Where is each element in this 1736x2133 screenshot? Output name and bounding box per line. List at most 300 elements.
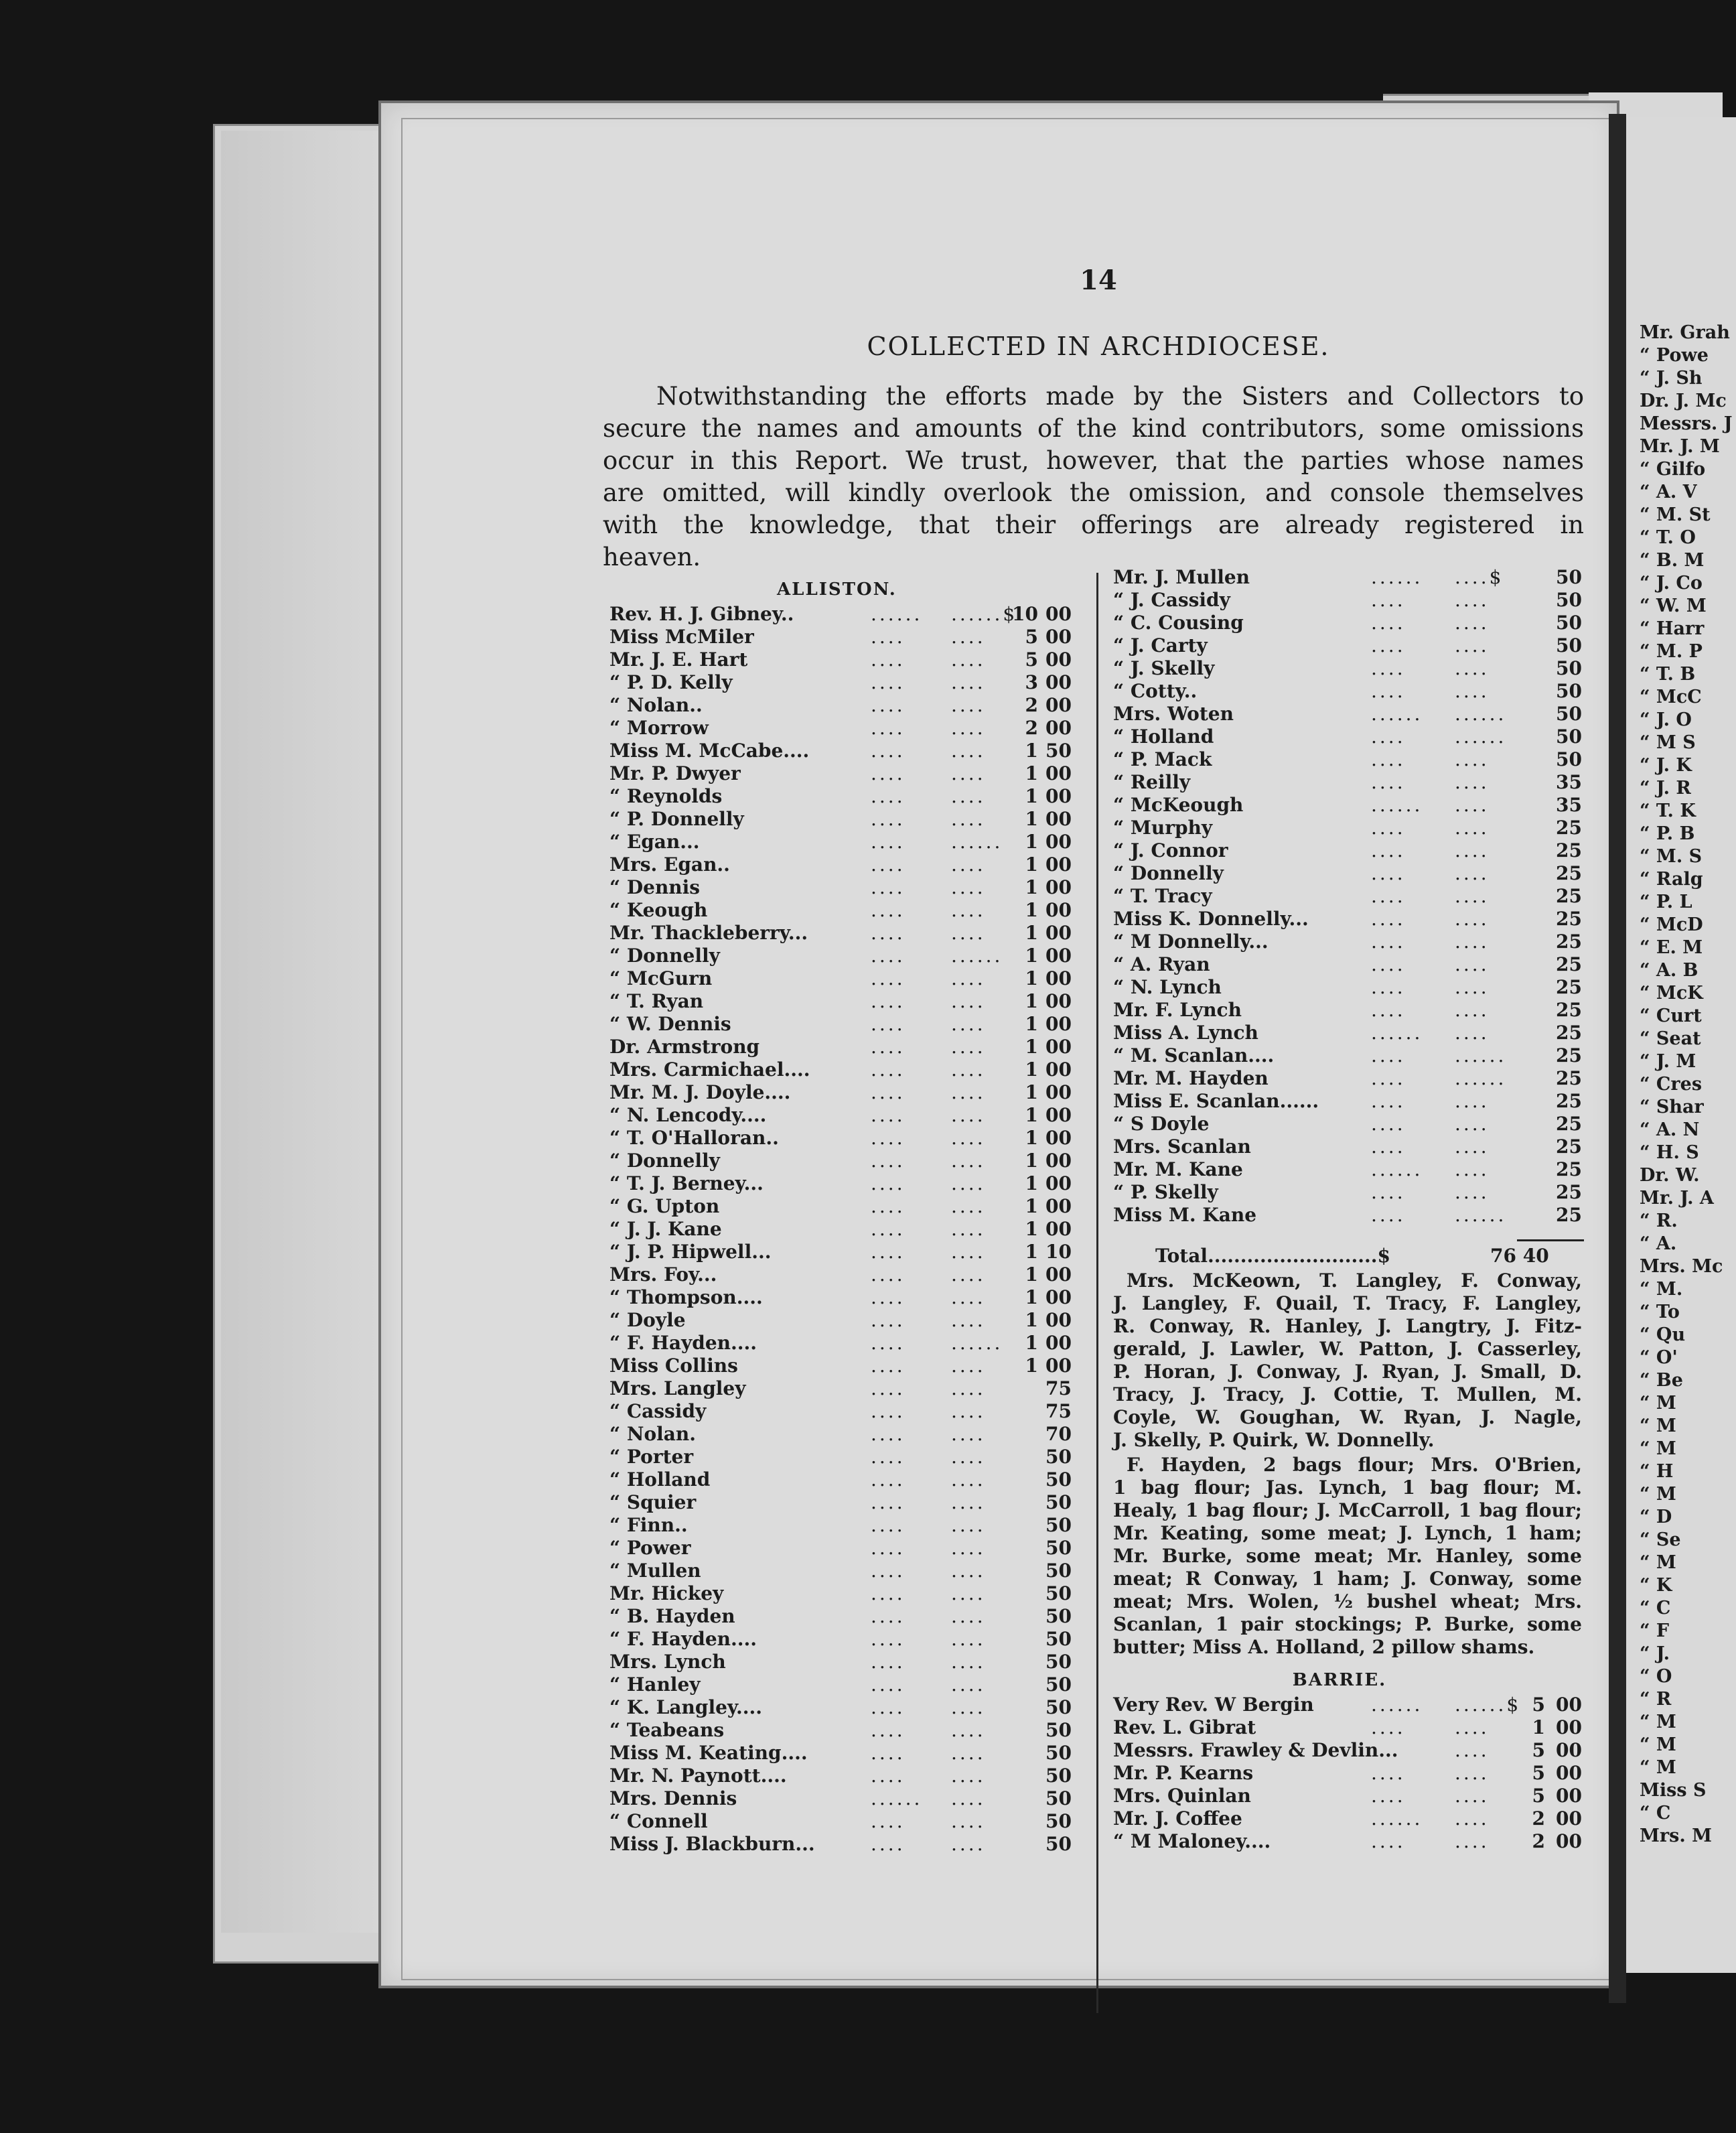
- leader-dots: ....: [951, 853, 986, 876]
- leader-dots: ....: [871, 853, 906, 876]
- table-row: [609, 945, 1092, 967]
- amount-cents: 75: [1045, 1377, 1072, 1399]
- contributor-name: Miss E. Scanlan......: [1113, 1090, 1319, 1112]
- leader-dots: ....: [871, 1582, 906, 1604]
- amount-cents: 00: [1045, 876, 1072, 898]
- table-row: [609, 1377, 1092, 1400]
- names-line: P. Horan, J. Conway, J. Ryan, J. Small, D.: [1113, 1361, 1582, 1383]
- leader-dots: ......: [871, 603, 923, 625]
- amount-dollars: 10: [1012, 603, 1038, 625]
- leader-dots: ....: [951, 1651, 986, 1673]
- leader-dots: ......$: [951, 603, 1018, 625]
- leader-dots: ....: [951, 990, 986, 1012]
- amount-cents: 00: [1045, 1127, 1072, 1149]
- amount-cents: 00: [1045, 1263, 1072, 1286]
- table-row: [1113, 680, 1589, 703]
- table-row: [609, 1491, 1092, 1514]
- contributor-name: “ P. Mack: [1113, 748, 1212, 770]
- table-row: [1113, 1762, 1589, 1785]
- leader-dots: ....: [871, 1172, 906, 1194]
- amount-cents: 00: [1045, 853, 1072, 876]
- table-row: [609, 1286, 1092, 1309]
- amount-cents: 00: [1045, 1172, 1072, 1194]
- contributor-name: “ Holland: [609, 1468, 711, 1491]
- amount-cents: 50: [1045, 1446, 1072, 1468]
- leader-dots: ......: [1371, 794, 1423, 816]
- leader-dots: ....: [871, 1309, 906, 1331]
- contributor-name: “ N. Lencody....: [609, 1104, 767, 1126]
- leader-dots: ....: [1371, 657, 1406, 679]
- amount-cents: 00: [1045, 1081, 1072, 1103]
- next-page-line: “ Shar: [1640, 1097, 1704, 1117]
- leader-dots: ....: [1371, 589, 1406, 611]
- back-page-shadow: [221, 131, 388, 1933]
- leader-dots: ....: [1371, 1136, 1406, 1158]
- table-row: [1113, 1807, 1589, 1830]
- leader-dots: ....: [871, 1263, 906, 1286]
- next-page-line: “ R: [1640, 1689, 1672, 1710]
- table-row: [609, 967, 1092, 990]
- amount-cents: 25: [1556, 1136, 1582, 1158]
- amount-cents: 00: [1045, 831, 1072, 853]
- leader-dots: ....: [951, 876, 986, 898]
- leader-dots: ....: [951, 1582, 986, 1604]
- contributor-name: Miss McMiler: [609, 626, 754, 648]
- intro-paragraph: [603, 381, 1584, 573]
- goods-line: Mr. Keating, some meat; J. Lynch, 1 ham;: [1113, 1522, 1582, 1544]
- contributor-name: “ M Donnelly...: [1113, 931, 1269, 953]
- leader-dots: ....: [871, 1810, 906, 1832]
- next-page-line: “ Ralg: [1640, 869, 1703, 890]
- leader-dots: ....: [871, 626, 906, 648]
- amount-cents: 50: [1045, 1787, 1072, 1809]
- book-gutter: [1609, 114, 1626, 2003]
- leader-dots: ......: [951, 1332, 1003, 1354]
- intro-line: heaven.: [603, 543, 701, 571]
- next-page-line: “ E. M: [1640, 937, 1703, 958]
- contributor-name: Mr. M. Hayden: [1113, 1067, 1269, 1089]
- contributor-name: Mrs. Woten: [1113, 703, 1234, 725]
- leader-dots: ....: [871, 808, 906, 830]
- table-row: [609, 922, 1092, 945]
- table-row: [1113, 703, 1589, 726]
- leader-dots: ....: [1371, 999, 1406, 1021]
- barrie-list: [1113, 1694, 1589, 1853]
- leader-dots: ....: [1455, 794, 1490, 816]
- next-page-line: “ J.: [1640, 1643, 1670, 1664]
- table-row: [609, 1651, 1092, 1673]
- intro-line: are omitted, will kindly overlook the omission, and console themselves: [603, 478, 1584, 507]
- leader-dots: ....: [871, 785, 906, 807]
- contributor-name: “ Keough: [609, 899, 708, 921]
- amount-cents: 00: [1045, 1104, 1072, 1126]
- contributor-name: “ N. Lynch: [1113, 976, 1222, 998]
- contributor-name: “ J. Carty: [1113, 634, 1208, 657]
- table-row: [609, 762, 1092, 785]
- contributor-name: Miss M. Keating....: [609, 1742, 808, 1764]
- contributor-name: “ J. J. Kane: [609, 1218, 722, 1240]
- table-row: [609, 808, 1092, 831]
- next-page-line: “ Seat: [1640, 1028, 1701, 1049]
- leader-dots: ....: [871, 1673, 906, 1696]
- contributor-name: “ F. Hayden....: [609, 1628, 757, 1650]
- table-row: [609, 648, 1092, 671]
- table-row: [1113, 1716, 1589, 1739]
- leader-dots: ....: [1371, 726, 1406, 748]
- next-page-line: “ Curt: [1640, 1006, 1702, 1026]
- contributor-name: “ P. Donnelly: [609, 808, 744, 830]
- amount-cents: 00: [1045, 1286, 1072, 1308]
- next-page-line: Mr. Grah: [1640, 322, 1730, 343]
- table-row: [1113, 1090, 1589, 1113]
- leader-dots: ....: [951, 1081, 986, 1103]
- contributor-name: Mrs. Scanlan: [1113, 1136, 1251, 1158]
- amount-dollars: 3: [1025, 671, 1038, 693]
- amount-cents: 00: [1045, 1332, 1072, 1354]
- contributor-name: Miss A. Lynch: [1113, 1022, 1258, 1044]
- next-page-line: “ P. B: [1640, 823, 1695, 844]
- names-line: Tracy, J. Tracy, J. Cottie, T. Mullen, M.: [1113, 1383, 1582, 1405]
- contributor-name: Mr. J. Coffee: [1113, 1807, 1242, 1830]
- leader-dots: ....: [1371, 976, 1406, 998]
- leader-dots: ....: [1455, 976, 1490, 998]
- leader-dots: ....: [1371, 748, 1406, 770]
- table-row: [609, 1810, 1092, 1833]
- amount-cents: 00: [1045, 785, 1072, 807]
- next-page-line: “ McK: [1640, 983, 1703, 1004]
- table-row: [1113, 1830, 1589, 1853]
- names-line: Mrs. McKeown, T. Langley, F. Conway,: [1127, 1269, 1582, 1292]
- leader-dots: ....: [1455, 1739, 1490, 1761]
- amount-cents: 50: [1045, 1582, 1072, 1604]
- leader-dots: ....: [871, 967, 906, 989]
- next-page-line: Dr. J. Mc: [1640, 391, 1727, 411]
- leader-dots: ......: [1371, 1807, 1423, 1830]
- table-row: [609, 626, 1092, 648]
- amount-cents: 00: [1045, 1195, 1072, 1217]
- leader-dots: ....: [1371, 612, 1406, 634]
- contributor-name: “ A. Ryan: [1113, 953, 1210, 975]
- next-page-line: “ Se: [1640, 1529, 1681, 1550]
- amount-cents: 00: [1045, 717, 1072, 739]
- leader-dots: ....: [871, 922, 906, 944]
- table-row: [1113, 1113, 1589, 1136]
- leader-dots: ......: [951, 945, 1003, 967]
- table-row: [1113, 1022, 1589, 1044]
- next-page-line: “ Powe: [1640, 345, 1709, 366]
- contributor-name: Rev. H. J. Gibney..: [609, 603, 794, 625]
- leader-dots: ......: [1455, 1067, 1507, 1089]
- leader-dots: ....: [951, 1468, 986, 1491]
- leader-dots: ......: [1371, 1158, 1423, 1180]
- amount-cents: 25: [1556, 839, 1582, 862]
- leader-dots: ......: [1455, 726, 1507, 748]
- leader-dots: ....: [871, 1446, 906, 1468]
- leader-dots: ....: [951, 1423, 986, 1445]
- amount-dollars: 1: [1025, 808, 1038, 830]
- table-row: [609, 1582, 1092, 1605]
- contributor-name: Very Rev. W Bergin: [1113, 1694, 1314, 1716]
- next-page-line: “ F: [1640, 1621, 1670, 1641]
- leader-dots: ....: [871, 1560, 906, 1582]
- leader-dots: ....: [1455, 589, 1490, 611]
- amount-cents: 50: [1045, 1833, 1072, 1855]
- table-row: [1113, 612, 1589, 634]
- amount-dollars: 1: [1025, 1218, 1038, 1240]
- leader-dots: ....: [951, 1172, 986, 1194]
- leader-dots: ....: [951, 1036, 986, 1058]
- contributor-name: “ G. Upton: [609, 1195, 720, 1217]
- leader-dots: ....: [951, 1605, 986, 1627]
- leader-dots: ....: [951, 1514, 986, 1536]
- leader-dots: ......: [1371, 1022, 1423, 1044]
- next-page-line: “ M: [1640, 1552, 1676, 1573]
- amount-cents: 50: [1556, 657, 1582, 679]
- contributor-name: “ Nolan..: [609, 694, 703, 716]
- leader-dots: ....: [871, 1696, 906, 1718]
- contributor-name: Rev. L. Gibrat: [1113, 1716, 1256, 1738]
- table-row: [609, 1218, 1092, 1241]
- table-row: [609, 1833, 1092, 1856]
- amount-dollars: 1: [1025, 1058, 1038, 1081]
- leader-dots: ......: [1371, 1694, 1423, 1716]
- contributor-name: “ T. Tracy: [1113, 885, 1212, 907]
- amount-dollars: 1: [1025, 876, 1038, 898]
- amount-cents: 00: [1045, 1058, 1072, 1081]
- contributor-name: “ F. Hayden....: [609, 1332, 757, 1354]
- table-row: [1113, 634, 1589, 657]
- amount-cents: 00: [1045, 626, 1072, 648]
- leader-dots: ....: [951, 1673, 986, 1696]
- next-page-line: Dr. W.: [1640, 1165, 1700, 1186]
- table-row: [1113, 953, 1589, 976]
- amount-cents: 25: [1556, 976, 1582, 998]
- leader-dots: ....: [871, 717, 906, 739]
- leader-dots: ....: [871, 1377, 906, 1399]
- table-row: [1113, 885, 1589, 908]
- amount-cents: 50: [1045, 1765, 1072, 1787]
- leader-dots: ....: [951, 1377, 986, 1399]
- next-page-line: “ M: [1640, 1438, 1676, 1459]
- page-title: COLLECTED IN ARCHDIOCESE.: [867, 332, 1330, 361]
- leader-dots: ....: [871, 1081, 906, 1103]
- contributor-name: Mrs. Dennis: [609, 1787, 737, 1809]
- amount-cents: 00: [1045, 899, 1072, 921]
- leader-dots: ....: [951, 1446, 986, 1468]
- next-page-line: “ K: [1640, 1575, 1672, 1596]
- names-line: J. Langley, F. Quail, T. Tracy, F. Langley,: [1113, 1292, 1582, 1314]
- contributor-name: “ Holland: [1113, 726, 1214, 748]
- leader-dots: ....: [871, 1127, 906, 1149]
- amount-dollars: 1: [1025, 1286, 1038, 1308]
- amount-cents: 25: [1556, 1181, 1582, 1203]
- amount-cents: 00: [1045, 694, 1072, 716]
- leader-dots: ....: [951, 1491, 986, 1513]
- contributor-name: Mr. N. Paynott....: [609, 1765, 787, 1787]
- contributor-name: “ J. P. Hipwell...: [609, 1241, 772, 1263]
- table-row: [609, 1241, 1092, 1263]
- leader-dots: ....: [871, 1195, 906, 1217]
- amount-cents: 00: [1045, 808, 1072, 830]
- table-row: [1113, 771, 1589, 794]
- contributor-name: “ Donnelly: [609, 945, 720, 967]
- amount-dollars: 1: [1025, 1355, 1038, 1377]
- leader-dots: ....: [871, 1468, 906, 1491]
- leader-dots: ....: [871, 1719, 906, 1741]
- leader-dots: ......: [1455, 703, 1507, 725]
- leader-dots: ....: [1371, 1044, 1406, 1066]
- table-row: [609, 1332, 1092, 1355]
- leader-dots: ....: [1371, 1181, 1406, 1203]
- amount-dollars: 1: [1025, 1127, 1038, 1149]
- table-row: [609, 1081, 1092, 1104]
- contributor-name: “ Dennis: [609, 876, 701, 898]
- amount-cents: 25: [1556, 1067, 1582, 1089]
- amount-cents: 50: [1556, 726, 1582, 748]
- leader-dots: ....: [1455, 680, 1490, 702]
- contributor-name: “ S Doyle: [1113, 1113, 1210, 1135]
- table-row: [1113, 1181, 1589, 1204]
- leader-dots: ....: [1455, 1716, 1490, 1738]
- leader-dots: ....: [951, 694, 986, 716]
- next-page-fragment: [1626, 117, 1736, 1973]
- leader-dots: ....: [1371, 839, 1406, 862]
- table-row: [609, 1719, 1092, 1742]
- table-row: [1113, 1067, 1589, 1090]
- leader-dots: ....: [951, 899, 986, 921]
- contributor-name: Mr. Hickey: [609, 1582, 724, 1604]
- leader-dots: ....: [1371, 1113, 1406, 1135]
- section-heading-alliston: ALLISTON.: [777, 579, 897, 600]
- next-page-line: Mrs. Mc: [1640, 1256, 1723, 1277]
- table-row: [1113, 908, 1589, 931]
- amount-cents: 35: [1556, 794, 1582, 816]
- amount-cents: 25: [1556, 1090, 1582, 1112]
- leader-dots: ....: [1371, 1785, 1406, 1807]
- leader-dots: ....: [1455, 839, 1490, 862]
- table-row: [609, 740, 1092, 762]
- names-line: R. Conway, R. Hanley, J. Langtry, J. Fitz-: [1113, 1315, 1582, 1337]
- contributor-name: “ B. Hayden: [609, 1605, 735, 1627]
- amount-dollars: 1: [1025, 785, 1038, 807]
- next-page-line: “ M.: [1640, 1279, 1683, 1300]
- amount-cents: 00: [1045, 648, 1072, 671]
- table-row: [609, 1172, 1092, 1195]
- table-row: [609, 1742, 1092, 1765]
- next-page-line: “ W. M: [1640, 596, 1707, 616]
- amount-dollars: 1: [1025, 1309, 1038, 1331]
- next-page-line: “ C: [1640, 1598, 1671, 1619]
- amount-dollars: 5: [1532, 1739, 1545, 1761]
- leader-dots: ......: [1455, 1044, 1507, 1066]
- leader-dots: ....: [951, 785, 986, 807]
- leader-dots: ....: [951, 1628, 986, 1650]
- leader-dots: ....: [951, 1013, 986, 1035]
- table-row: [1113, 1739, 1589, 1762]
- table-row: [1113, 1044, 1589, 1067]
- leader-dots: ....: [871, 899, 906, 921]
- contributor-name: Mrs. Langley: [609, 1377, 746, 1399]
- leader-dots: ....: [871, 1400, 906, 1422]
- table-row: [1113, 748, 1589, 771]
- amount-cents: 00: [1045, 990, 1072, 1012]
- leader-dots: ....: [951, 1104, 986, 1126]
- amount-cents: 50: [1045, 1696, 1072, 1718]
- names-line: Coyle, W. Goughan, W. Ryan, J. Nagle,: [1113, 1406, 1582, 1428]
- contributor-name: Dr. Armstrong: [609, 1036, 760, 1058]
- table-row: [609, 1400, 1092, 1423]
- contributor-name: Mr. P. Dwyer: [609, 762, 741, 784]
- contributor-name: “ C. Cousing: [1113, 612, 1244, 634]
- table-row: [609, 1673, 1092, 1696]
- contributor-name: “ M. Scanlan....: [1113, 1044, 1275, 1066]
- amount-dollars: 2: [1025, 694, 1038, 716]
- table-row: [609, 990, 1092, 1013]
- table-row: [1113, 1785, 1589, 1807]
- amount-cents: 50: [1045, 1514, 1072, 1536]
- contributor-name: “ Nolan.: [609, 1423, 697, 1445]
- leader-dots: ....: [871, 1241, 906, 1263]
- table-row: [1113, 1136, 1589, 1158]
- contributor-name: Messrs. Frawley & Devlin...: [1113, 1739, 1398, 1761]
- table-row: [609, 1127, 1092, 1150]
- amount-cents: 00: [1556, 1785, 1582, 1807]
- leader-dots: ....: [871, 1742, 906, 1764]
- total-amount: 76 40: [1490, 1245, 1549, 1267]
- contributor-name: Mr. J. E. Hart: [609, 648, 748, 671]
- next-page-line: “ H. S: [1640, 1142, 1699, 1163]
- table-row: [609, 1560, 1092, 1582]
- table-row: [609, 899, 1092, 922]
- amount-cents: 25: [1556, 1113, 1582, 1135]
- amount-cents: 50: [1556, 703, 1582, 725]
- amount-cents: 25: [1556, 953, 1582, 975]
- next-page-line: “ M: [1640, 1393, 1676, 1414]
- leader-dots: ....: [1455, 1090, 1490, 1112]
- leader-dots: ....: [951, 671, 986, 693]
- table-row: [609, 1309, 1092, 1332]
- leader-dots: ....: [951, 1195, 986, 1217]
- amount-dollars: 5: [1532, 1785, 1545, 1807]
- table-row: [609, 1423, 1092, 1446]
- amount-cents: 00: [1556, 1807, 1582, 1830]
- leader-dots: ....: [951, 1810, 986, 1832]
- leader-dots: ....: [1371, 862, 1406, 884]
- table-row: [609, 1787, 1092, 1810]
- table-row: [609, 1537, 1092, 1560]
- leader-dots: ....: [1455, 931, 1490, 953]
- amount-cents: 00: [1556, 1762, 1582, 1784]
- leader-dots: ....: [1455, 885, 1490, 907]
- leader-dots: ....: [871, 1537, 906, 1559]
- amount-dollars: 1: [1025, 831, 1038, 853]
- amount-cents: 50: [1045, 1742, 1072, 1764]
- contributor-name: “ Finn..: [609, 1514, 688, 1536]
- table-row: [609, 1446, 1092, 1468]
- leader-dots: ....: [871, 831, 906, 853]
- next-page-line: “ M. P: [1640, 641, 1703, 662]
- contributor-name: “ Squier: [609, 1491, 697, 1513]
- leader-dots: ....: [1455, 1807, 1490, 1830]
- leader-dots: ....: [1371, 885, 1406, 907]
- names-line: J. Skelly, P. Quirk, W. Donnelly.: [1113, 1429, 1435, 1451]
- next-page-line: “ Be: [1640, 1370, 1683, 1391]
- amount-dollars: 1: [1532, 1716, 1545, 1738]
- amount-cents: 50: [1045, 1810, 1072, 1832]
- contributor-name: “ Donnelly: [1113, 862, 1224, 884]
- contributor-name: “ T. J. Berney...: [609, 1172, 764, 1194]
- next-page-line: “ M. St: [1640, 504, 1711, 525]
